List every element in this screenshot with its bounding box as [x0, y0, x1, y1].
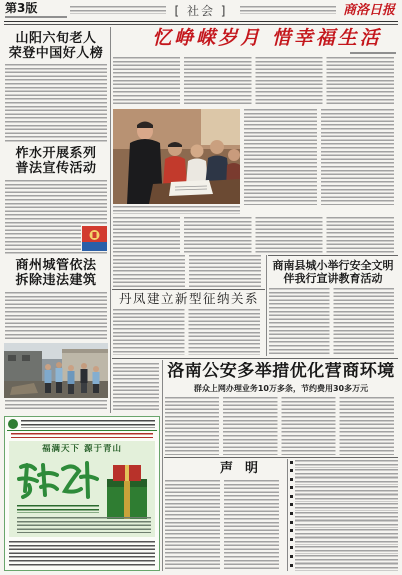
notice-item-text [295, 469, 398, 477]
notice-item-text [295, 512, 398, 520]
notice-list-item [290, 469, 398, 477]
headline-line: 荣登中国好人榜 [8, 46, 104, 61]
notice-list-item [290, 520, 398, 528]
headline-line: 商州城管依法 [15, 258, 97, 273]
bullet-square-icon [290, 469, 293, 472]
notice-item-text [295, 555, 398, 563]
notice-list-item [290, 563, 398, 571]
demolition-photo-caption [5, 400, 107, 411]
editor-info-text [70, 6, 166, 14]
bullet-square-icon [290, 512, 293, 515]
ad-slogan: 福满天下 源于青山 [42, 444, 122, 454]
notice-list-item [290, 512, 398, 520]
masthead-rule [4, 21, 398, 22]
bullet-square-icon [290, 521, 293, 524]
zhashui-headline [4, 146, 108, 176]
ad-intro-text [11, 433, 153, 438]
notice-body-text [165, 480, 283, 570]
notice-title: 声明 [219, 461, 270, 476]
brand-logo-icon [8, 419, 18, 429]
section-divider [164, 457, 398, 458]
feature-photo [113, 109, 240, 204]
column-divider [162, 360, 163, 571]
notice-item-text [295, 537, 398, 545]
bullet-square-icon [290, 478, 293, 481]
notice-item-text [295, 486, 398, 494]
shangnan-headline [268, 259, 398, 285]
feature-photo-caption [113, 206, 240, 214]
notice-list [290, 460, 398, 571]
bullet-square-icon [290, 529, 293, 532]
shangzhou-headline [4, 258, 108, 288]
calligraphy-logo [15, 457, 99, 501]
notice-list-item [290, 546, 398, 554]
column-divider [287, 459, 288, 571]
bullet-square-icon [290, 546, 293, 549]
ad-header-text [21, 420, 155, 428]
notice-list-item [290, 537, 398, 545]
feature-body-text [113, 57, 398, 106]
feature-headline: 忆峥嵘岁月 惜幸福生活 [152, 27, 382, 49]
section-divider [112, 358, 398, 359]
bullet-square-icon [290, 461, 293, 464]
headline-line: 山阳六旬老人 [15, 31, 97, 46]
notice-item-text [295, 477, 398, 485]
notice-item-text [295, 563, 398, 571]
headline-line: 普法宣传活动 [15, 161, 97, 176]
luonan-body-text [165, 397, 398, 455]
feature-body-text [113, 217, 398, 253]
notice-list-item [290, 503, 398, 511]
danfeng-headline: 丹凤建立新型征纳关系 [118, 292, 259, 306]
headline-line: 伴我行宣讲教育活动 [283, 272, 383, 285]
column-divider [110, 27, 111, 413]
headline-line: 商南县城小举行安全文明 [272, 259, 394, 272]
danfeng-body-text [113, 309, 264, 355]
legal-emblem-image [81, 225, 108, 252]
notice-list-item [290, 555, 398, 563]
ad-company-text [17, 505, 99, 513]
ad-header-rule [7, 430, 157, 431]
ad-panel [9, 441, 155, 537]
notice-item-text [295, 546, 398, 554]
shanyang-body-text [5, 64, 107, 142]
masthead [0, 0, 402, 26]
demolition-photo [4, 343, 108, 398]
bullet-square-icon [290, 555, 293, 558]
feature-byline [350, 52, 396, 54]
article-divider [266, 255, 267, 356]
ad-contact-text [9, 541, 155, 567]
headline-line: 柞水开展系列 [15, 146, 97, 161]
headline-line: 拆除违法建筑 [15, 273, 97, 288]
shangzhou-body-text [5, 292, 107, 340]
luonan-subheadline: 群众上网办理业务10万多条，节约费用30多万元 [193, 384, 369, 393]
date-line [5, 16, 67, 18]
ad-detail-text [17, 517, 151, 533]
bullet-square-icon [290, 538, 293, 541]
feature-body-text [113, 255, 265, 287]
notice-item-text [295, 494, 398, 502]
notice-item-text [295, 503, 398, 511]
page-number: 第3版 [5, 2, 38, 15]
advertisement [4, 416, 160, 571]
article-divider [112, 289, 265, 290]
notice-list-item [290, 486, 398, 494]
masthead-rule-thin [4, 24, 398, 25]
notice-list-item [290, 477, 398, 485]
notice-list-item [290, 494, 398, 502]
shangnan-body-text [269, 288, 398, 355]
section-label: [ 社会 ] [174, 4, 228, 18]
gift-box-image [103, 461, 151, 523]
bullet-square-icon [290, 503, 293, 506]
notice-list-item [290, 529, 398, 537]
notice-item-text [295, 529, 398, 537]
article-divider [268, 255, 398, 256]
bullet-square-icon [290, 486, 293, 489]
paper-name-logo: 商洛日报 [342, 3, 395, 18]
luonan-headline: 洛南公安多举措优化营商环境 [167, 362, 395, 381]
bullet-square-icon [290, 495, 293, 498]
luonan-lead-text [113, 363, 159, 412]
shanyang-headline [4, 31, 108, 61]
notice-list-item [290, 460, 398, 468]
bullet-square-icon [290, 564, 293, 567]
notice-item-text [295, 520, 398, 528]
contact-info-text [240, 6, 336, 14]
notice-item-text [295, 460, 398, 468]
feature-body-text [244, 109, 398, 205]
